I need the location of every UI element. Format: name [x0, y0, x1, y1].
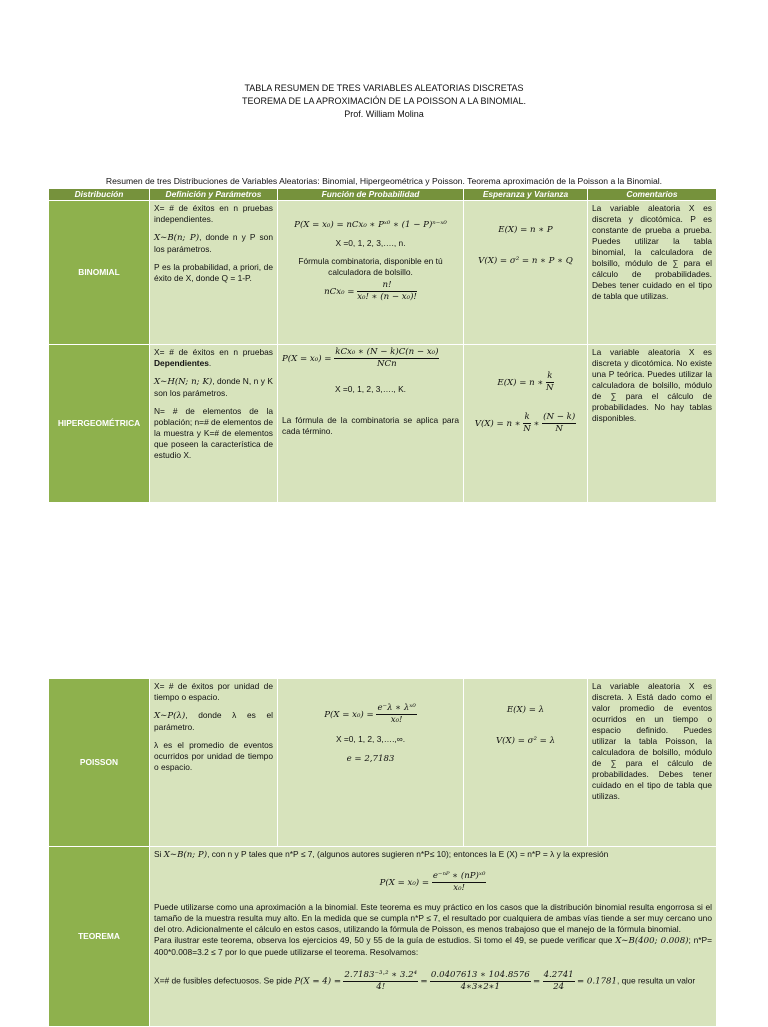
hiper-def-params: X∼H(N; n; K), donde N, n y K son los parámetros. [154, 376, 273, 398]
header-title: TABLA RESUMEN DE TRES VARIABLES ALEATORIAS DISCRETAS [244, 83, 524, 93]
summary-table [48, 188, 717, 503]
poisson-e-value: e = 2,7183 [346, 754, 395, 764]
table-caption: Resumen de tres Distribuciones de Variables Aleatorias: Binomial, Hipergeométrica y Poisson. Teorema aproximación de la Poisson a la Binomial. [105, 176, 663, 186]
hiper-def-x: X= # de éxitos en n pruebas Dependientes. [154, 347, 273, 368]
hiper-expectation [464, 345, 588, 503]
col-header-comments: Comentarios [588, 189, 717, 201]
binomial-def-x: X= # de éxitos en n pruebas independientes. [154, 203, 273, 224]
hiper-function [278, 345, 464, 503]
binomial-definition [150, 201, 278, 345]
row-poisson [49, 679, 717, 847]
binomial-variance: V(X) = σ² = n ∗ P ∗ Q [478, 256, 573, 266]
binomial-comment: La variable aleatoria X es discreta y dicotómica. P es constante de prueba a prueba. Puedes utilizar la tabla binomial, la calculadora de bolsillo, módulo de ∑ para el cálculo de probabilidades. Debes tener cuidado en el tipo de tabla que utilizas. [588, 201, 717, 345]
hiper-mean: E(X) = n ∗ $\frac{k}{N}$ [497, 371, 554, 393]
teorema-intro: Si X∼B(n; P), con n y P tales que n*P ≤ 7, (algunos autores sugieren n*P≤ 10); entonces la E (X) = n*P = λ y la expresión [154, 849, 609, 860]
poisson-def-lambda: λ es el promedio de eventos ocurridos por unidad de tiempo o espacio. [154, 740, 273, 772]
poisson-definition [150, 679, 278, 847]
hiper-definition [150, 345, 278, 503]
hiper-note: La fórmula de la combinatoria se aplica para cada término. [282, 415, 459, 436]
col-header-function: Función de Probabilidad [278, 189, 464, 201]
poisson-variance: V(X) = σ² = λ [495, 736, 556, 746]
poisson-formula: P(X = x₀) = $\frac{\text{e⁻λ ∗ λˣ⁰}}{\text{x₀!}}$ [324, 703, 416, 725]
teorema-formula: P(X = x₀) = $\frac{\text{e⁻ⁿᴾ ∗ (nP)ˣ⁰}}{\text{x₀!}}$ [379, 871, 486, 893]
poisson-comment: La variable aleatoria X es discreta. λ Está dado como el valor promedio de eventos ocurridos en un tiempo o espacio definido. Puedes utilizar la tabla Poisson, la calculadora de bolsillo, módulo de ∑ para el cálculo de probabilidades. Debes tener cuidado en el tipo de tabla que utilizas. [588, 679, 717, 847]
row-label-hipergeometrica: HIPERGEOMÉTRICA [49, 345, 150, 503]
binomial-function [278, 201, 464, 345]
row-binomial [49, 201, 717, 345]
binomial-combination: nCx₀ = $\frac{n!}{\text{x₀! ∗ (n − x₀)!}}$ [324, 280, 417, 302]
binomial-expectation [464, 201, 588, 345]
teorema-example: X=# de fusibles defectuosos. Se pide P(X = 4) = $\frac{\text{2.7183⁻³·² ∗ 3.2⁴}}{4!}$ = $\frac{0.0407613 ∗ 104.8576}{4∗3∗2∗1}$ = $\frac{4.2741}{24}$ = 0.1781, que resulta un valor [154, 970, 696, 992]
binomial-range: X =0, 1, 2, 3,…., n. [335, 238, 406, 248]
hiper-variance: V(X) = n ∗ $\frac{k}{N}$ ∗ $\frac{(N - k)}{N}$ [474, 412, 576, 434]
hiper-comment: La variable aleatoria X es discreta y dicotómica. No existe una P teórica. Puedes utilizar la calculadora de bolsillo, módulo de ∑ para el cálculo de probabilidades. No hay tablas disponibles. [588, 345, 717, 503]
poisson-def-params: X∼P(λ), donde λ es el parámetro. [154, 710, 273, 732]
poisson-def-x: X= # de éxitos por unidad de tiempo o espacio. [154, 681, 273, 702]
binomial-def-params: X∼B(n; P), donde n y P son los parámetros. [154, 232, 273, 254]
row-label-poisson: POISSON [49, 679, 150, 847]
poisson-mean: E(X) = λ [506, 705, 545, 715]
col-header-definition: Definición y Parámetros [150, 189, 278, 201]
table-header-row [49, 189, 717, 201]
hiper-range: X =0, 1, 2, 3,…., K. [335, 384, 406, 394]
poisson-expectation [464, 679, 588, 847]
hiper-def-n: N= # de elementos de la población; n=# de elementos de la muestra y K=# de elementos que poseen la característica de estudio X. [154, 406, 273, 460]
teorema-content [150, 847, 717, 1027]
binomial-mean: E(X) = n ∗ P [498, 225, 553, 235]
row-hipergeometrica [49, 345, 717, 503]
teorema-para1: Puede utilizarse como una aproximación a la binomial. Este teorema es muy práctico en los casos que la distribución binomial resulta engorrosa si el tamaño de la muestra resulta muy alto. En la medida que se cumpla n*P ≤ 7, el resultado por cualquiera de ambas vías tiende a ser muy cercano uno del otro. Adicionalmente el cálculo en estos casos, utilizando la fórmula de Poisson, es menos trabajoso que el manejo de la fórmula binomial. [154, 902, 712, 934]
teorema-para2: Para ilustrar este teorema, observa los ejercicios 49, 50 y 55 de la guía de estudios. Si tomo el 49, se puede verificar que X∼B(400; 0.008); n*P= 400*0.008=3.2 ≤ 7 por lo que puede utilizarse el teorema. Resolvamos: [154, 935, 712, 957]
col-header-distribution: Distribución [49, 189, 150, 201]
row-label-teorema: TEOREMA [49, 847, 150, 1027]
row-teorema [49, 847, 717, 1027]
binomial-def-p: P es la probabilidad, a priori, de éxito de X, donde Q = 1-P. [154, 262, 273, 283]
header-author: Prof. William Molina [344, 109, 424, 119]
summary-table-continued [48, 678, 717, 1027]
hiper-formula: P(X = x₀) = kCx₀ ∗ (N − k)C(n − x₀) NCn [282, 347, 439, 369]
header-subtitle: TEOREMA DE LA APROXIMACIÓN DE LA POISSON A LA BINOMIAL. [241, 96, 527, 106]
poisson-range: X =0, 1, 2, 3,….,∞. [335, 734, 406, 744]
poisson-function [278, 679, 464, 847]
row-label-binomial: BINOMIAL [49, 201, 150, 345]
document-header [0, 82, 768, 121]
binomial-formula: P(X = x₀) = nCx₀ ∗ Pˣ⁰ ∗ (1 − P)ⁿ⁻ˣ⁰ [294, 220, 447, 230]
binomial-note: Fórmula combinatoria, disponible en tú calculadora de bolsillo. [298, 256, 443, 277]
col-header-expectation: Esperanza y Varianza [464, 189, 588, 201]
